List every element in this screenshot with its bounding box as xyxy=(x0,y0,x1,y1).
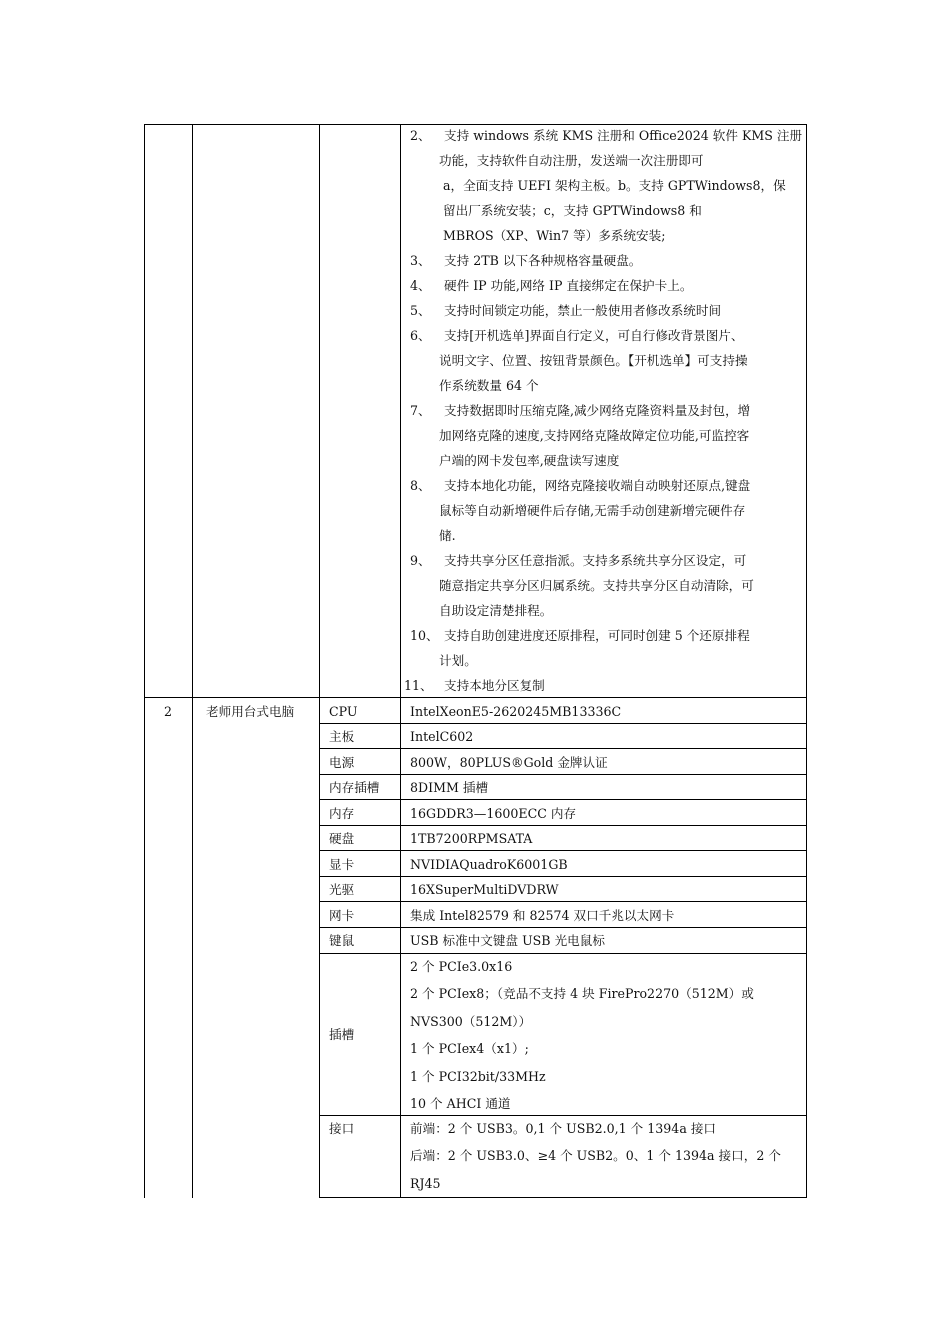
table-border-top xyxy=(144,124,807,125)
list-item-line: 支持数据即时压缩克隆,减少网络克隆资料量及封包，增 xyxy=(444,403,751,418)
spec-row-divider xyxy=(319,723,807,724)
spec-value: 2 个 PCIe3.0x16 xyxy=(410,959,513,974)
list-item-line: 加网络克隆的速度,支持网络克隆故障定位功能,可监控客 xyxy=(439,428,750,443)
list-item-line: 支持 windows 系统 KMS 注册和 Office2024 软件 KMS 注册 xyxy=(444,128,803,143)
table-border-left xyxy=(144,124,145,1198)
spec-row-divider xyxy=(319,774,807,775)
spec-value: NVS300（512M）） xyxy=(410,1014,532,1029)
list-item-number: 6、 xyxy=(410,328,431,343)
list-item-line: 说明文字、位置、按钮背景颜色。【开机选单】可支持操 xyxy=(439,353,748,368)
list-item-line: 支持共享分区任意指派。支持多系统共享分区设定，可 xyxy=(444,553,747,568)
list-item-line: 硬件 IP 功能,网络 IP 直接绑定在保护卡上。 xyxy=(444,278,693,293)
list-item-line: 储. xyxy=(439,528,456,543)
spec-value: 16XSuperMultiDVDRW xyxy=(410,882,559,897)
spec-value: USB 标准中文键盘 USB 光电鼠标 xyxy=(410,933,605,948)
spec-value: 2 个 PCIex8；（竞品不支持 4 块 FirePro2270（512M）或 xyxy=(410,986,754,1001)
table-border-right xyxy=(806,124,807,1198)
table-border-col2 xyxy=(319,124,320,1198)
spec-label: 内存 xyxy=(329,806,355,821)
list-item-line: 支持本地分区复制 xyxy=(444,678,545,693)
spec-row-divider xyxy=(319,799,807,800)
spec-label: 电源 xyxy=(329,755,355,770)
spec-label: 主板 xyxy=(329,729,355,744)
spec-row-divider xyxy=(319,927,807,928)
list-item-line: a，全面支持 UEFI 架构主板。b。支持 GPTWindows8，保 xyxy=(443,178,786,193)
list-item-line: 支持自助创建进度还原排程，可同时创建 5 个还原排程 xyxy=(444,628,750,643)
list-item-line: 支持 2TB 以下各种规格容量硬盘。 xyxy=(444,253,642,268)
spec-value: 800W，80PLUS®Gold 金牌认证 xyxy=(410,755,608,770)
spec-row-divider xyxy=(319,825,807,826)
list-item-line: 支持时间锁定功能，禁止一般使用者修改系统时间 xyxy=(444,303,722,318)
list-item-number: 9、 xyxy=(410,553,431,568)
list-item-line: 支持[开机选单]界面自行定义，可自行修改背景图片、 xyxy=(444,328,744,343)
list-item-line: 随意指定共享分区归属系统。支持共享分区自动清除，可 xyxy=(439,578,754,593)
list-item-line: 作系统数量 64 个 xyxy=(439,378,539,393)
list-item-number: 2、 xyxy=(410,128,431,143)
spec-value: 1 个 PCIex4（x1）; xyxy=(410,1041,529,1056)
spec-row-divider xyxy=(319,748,807,749)
list-item-line: 鼠标等自动新增硬件后存储,无需手动创建新增完硬件存 xyxy=(439,503,746,518)
spec-row-divider xyxy=(319,1115,807,1116)
spec-value: RJ45 xyxy=(410,1176,441,1191)
table-border-col1 xyxy=(192,124,193,1198)
spec-label: 显卡 xyxy=(329,857,355,872)
spec-value: 1 个 PCI32bit/33MHz xyxy=(410,1069,546,1084)
spec-value: NVIDIAQuadroK6001GB xyxy=(410,857,568,872)
list-item-line: 自助设定清楚排程。 xyxy=(439,603,553,618)
row-index: 2 xyxy=(164,704,173,719)
spec-label: 插槽 xyxy=(329,1027,355,1042)
spec-value: 8DIMM 插槽 xyxy=(410,780,489,795)
spec-label: 硬盘 xyxy=(329,831,355,846)
spec-value: IntelC602 xyxy=(410,729,474,744)
spec-label: 光驱 xyxy=(329,882,355,897)
item-name: 老师用台式电脑 xyxy=(206,704,295,719)
list-item-number: 8、 xyxy=(410,478,431,493)
spec-row-divider xyxy=(319,901,807,902)
spec-label: 接口 xyxy=(329,1121,355,1136)
list-item-number: 10、 xyxy=(410,628,439,643)
list-item-number: 7、 xyxy=(410,403,431,418)
spec-row-divider xyxy=(319,1197,807,1198)
spec-value: 1TB7200RPMSATA xyxy=(410,831,533,846)
spec-value: 后端：2 个 USB3.0、≥4 个 USB2。0、1 个 1394a 接口，2 个 xyxy=(410,1148,781,1163)
spec-label: 键鼠 xyxy=(329,933,355,948)
spec-value: 集成 Intel82579 和 82574 双口千兆以太网卡 xyxy=(410,908,675,923)
spec-row-divider xyxy=(319,876,807,877)
spec-label: CPU xyxy=(329,704,358,719)
list-item-number: 4、 xyxy=(410,278,431,293)
list-item-number: 11、 xyxy=(404,678,433,693)
list-item-line: 支持本地化功能，网络克隆接收端自动映射还原点,键盘 xyxy=(444,478,751,493)
spec-value: 前端：2 个 USB3。0,1 个 USB2.0,1 个 1394a 接口 xyxy=(410,1121,717,1136)
list-item-number: 3、 xyxy=(410,253,431,268)
spec-label: 内存插槽 xyxy=(329,780,380,795)
list-item-line: 户端的网卡发包率,硬盘读写速度 xyxy=(439,453,620,468)
list-item-line: 功能，支持软件自动注册，发送端一次注册即可 xyxy=(439,153,704,168)
spec-label: 网卡 xyxy=(329,908,355,923)
spec-row-divider xyxy=(319,850,807,851)
table-row-divider xyxy=(144,697,807,698)
table-border-col3 xyxy=(400,124,401,1198)
list-item-number: 5、 xyxy=(410,303,431,318)
list-item-line: 留出厂系统安装；c，支持 GPTWindows8 和 xyxy=(443,203,702,218)
list-item-line: MBROS（XP、Win7 等）多系统安装; xyxy=(443,228,666,243)
list-item-line: 计划。 xyxy=(439,653,477,668)
spec-value: 16GDDR3—1600ECC 内存 xyxy=(410,806,577,821)
spec-row-divider xyxy=(319,953,807,954)
spec-value: 10 个 AHCI 通道 xyxy=(410,1096,511,1111)
spec-value: IntelXeonE5-2620245MB13336C xyxy=(410,704,622,719)
